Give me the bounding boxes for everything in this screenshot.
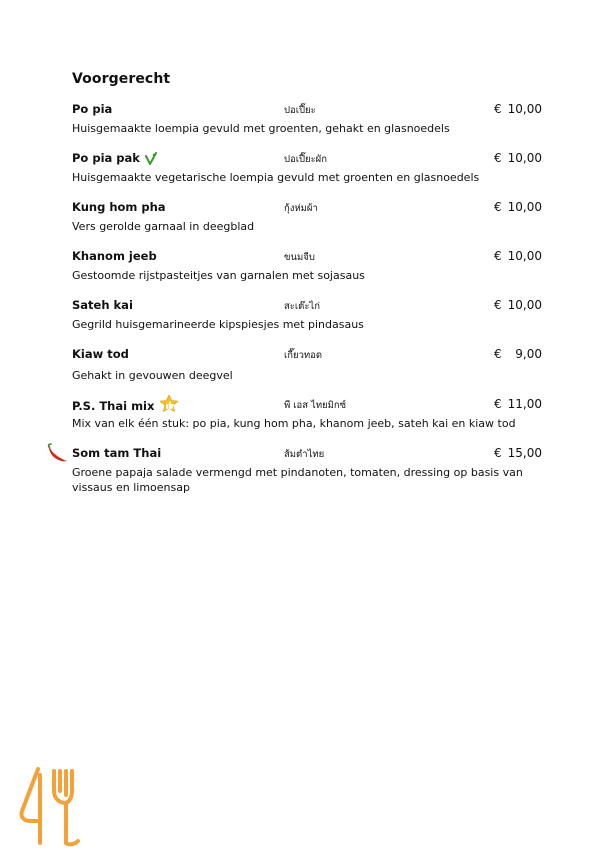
currency-symbol: € (494, 397, 502, 411)
item-name: Kung hom pha (72, 200, 166, 214)
currency-symbol: € (494, 200, 502, 214)
menu-item-po-pia-pak (72, 151, 542, 200)
item-thai-name: สะเต๊ะไก่ (284, 301, 320, 312)
menu-item-sateh-kai (72, 298, 542, 347)
chili-pepper-icon (47, 443, 69, 465)
item-thai-name: เกี๊ยวทอด (284, 350, 323, 361)
price-value: 10,00 (507, 200, 542, 214)
item-thai-name: ปอเปี๊ยะผัก (284, 154, 328, 165)
item-name-wrap (72, 151, 157, 165)
item-name: Kiaw tod (72, 347, 129, 361)
price-value: 9,00 (515, 347, 542, 361)
item-name: P.S. Thai mix (72, 398, 155, 413)
currency-symbol: € (494, 249, 502, 263)
item-name: Sateh kai (72, 298, 133, 312)
menu-item-po-pia (72, 102, 542, 151)
item-price (494, 298, 542, 312)
menu-list (72, 102, 542, 495)
item-thai-name: ปอเปี๊ยะ (284, 105, 316, 116)
item-thai-name: ส้มตำไทย (284, 449, 325, 460)
item-price (494, 347, 542, 361)
price-value: 10,00 (507, 249, 542, 263)
item-price (494, 446, 542, 460)
item-price (494, 151, 542, 165)
item-description: Vers gerolde garnaal in deegblad (72, 220, 255, 233)
item-name: Khanom jeeb (72, 249, 157, 263)
price-value: 10,00 (507, 102, 542, 116)
item-description: Huisgemaakte loempia gevuld met groenten, gehakt en glasnoedels (72, 122, 450, 135)
item-description: Gehakt in gevouwen deegvel (72, 369, 233, 382)
currency-symbol: € (494, 151, 502, 165)
item-description: Mix van elk één stuk: po pia, kung hom pha, khanom jeeb, sateh kai en kiaw tod (72, 417, 516, 430)
item-price (494, 397, 542, 411)
menu-item-kiaw-tod (72, 347, 542, 397)
menu-item-kung-hom-pha (72, 200, 542, 249)
item-thai-name: ขนมจีบ (284, 252, 315, 263)
item-name: Po pia (72, 102, 113, 116)
currency-symbol: € (494, 298, 502, 312)
item-description: Gegrild huisgemarineerde kipspiesjes met pindasaus (72, 318, 364, 331)
price-value: 10,00 (507, 151, 542, 165)
item-price (494, 200, 542, 214)
item-thai-name: พี เอส ไทยมิกซ์ (284, 400, 347, 411)
currency-symbol: € (494, 102, 502, 116)
item-thai-name: กุ้งห่มผ้า (284, 203, 318, 214)
item-name: Som tam Thai (72, 446, 162, 460)
currency-symbol: € (494, 446, 502, 460)
item-price (494, 102, 542, 116)
menu-item-ps-thai-mix (72, 397, 542, 446)
price-value: 15,00 (507, 446, 542, 460)
item-description: Huisgemaakte vegetarische loempia gevuld met groenten en glasnoedels (72, 171, 480, 184)
page-title: Voorgerecht (72, 71, 171, 87)
item-name: Po pia pak (72, 151, 140, 165)
thumbs-up-star-icon (158, 394, 180, 414)
fork-knife-logo-icon (16, 765, 88, 847)
menu-item-som-tam-thai (72, 446, 542, 495)
item-description: Gestoomde rijstpasteitjes van garnalen met sojasaus (72, 269, 365, 282)
price-value: 11,00 (507, 397, 542, 411)
price-value: 10,00 (507, 298, 542, 312)
item-description: Groene papaja salade vermengd met pindanoten, tomaten, dressing op basis van vissaus en limoensap (72, 466, 523, 494)
item-price (494, 249, 542, 263)
vegetarian-leaf-icon (144, 152, 157, 165)
menu-item-khanom-jeeb (72, 249, 542, 298)
currency-symbol: € (494, 347, 502, 361)
item-name-wrap (72, 397, 180, 414)
